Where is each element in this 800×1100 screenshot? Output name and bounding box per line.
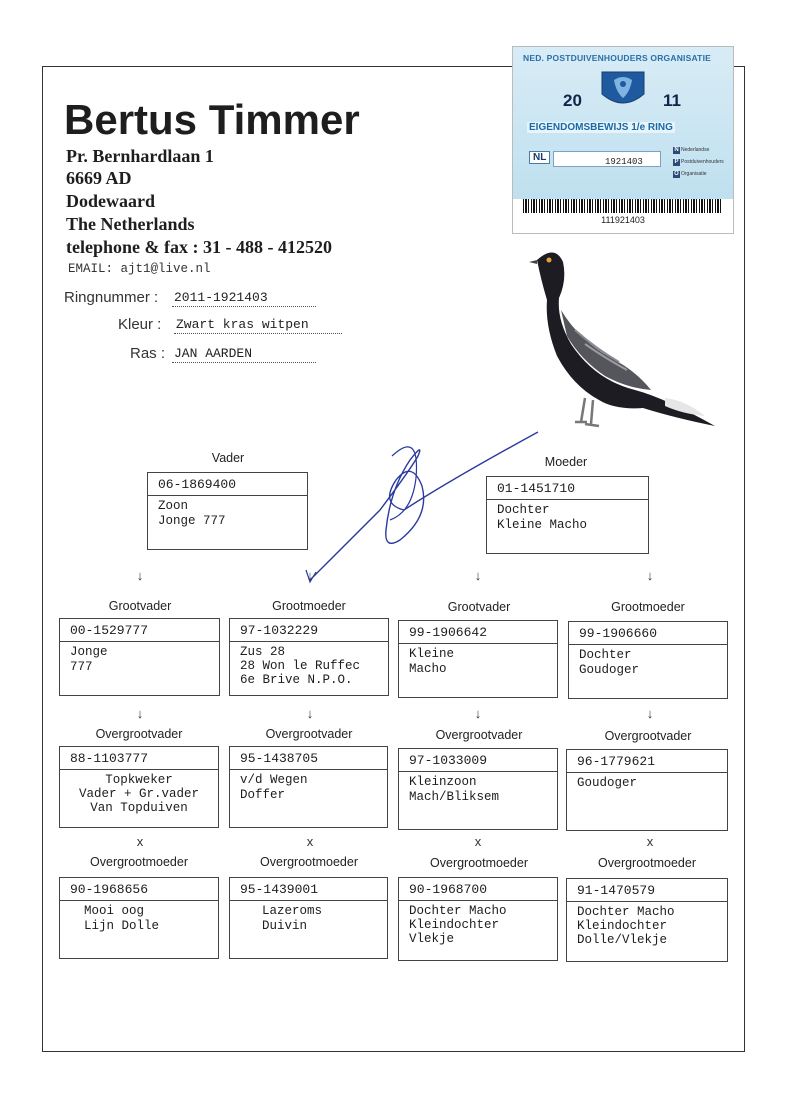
- cross-mark: x: [136, 834, 144, 849]
- great-grandfather-ring-4: 96-1779621: [567, 750, 727, 773]
- great-grandfather-ring-1: 88-1103777: [60, 747, 218, 770]
- address-phone: telephone & fax : 31 - 488 - 412520: [66, 237, 332, 257]
- mother-box: [486, 476, 649, 554]
- great-grandmother-label-4: Overgrootmoeder: [598, 856, 696, 870]
- great-grandmother-label-2: Overgrootmoeder: [260, 855, 358, 869]
- owner-name: Bertus Timmer: [64, 96, 360, 143]
- arrow-down-icon: ↓: [306, 568, 314, 583]
- grandparent-label-1: Grootvader: [108, 599, 172, 613]
- address-postcode: 6669 AD: [66, 168, 132, 188]
- grandparent-box-1: [59, 618, 220, 696]
- father-ring: 06-1869400: [148, 473, 307, 496]
- great-grandmother-box-2: [229, 877, 388, 959]
- arrow-down-icon: ↓: [474, 706, 482, 721]
- grandparent-label-2: Grootmoeder: [272, 599, 346, 613]
- grandparent-ring-3: 99-1906642: [399, 621, 557, 644]
- grandparent-desc-3: Kleine Macho: [409, 647, 455, 676]
- certificate-barcode: [523, 199, 723, 213]
- arrow-down-icon: ↓: [136, 568, 144, 583]
- great-grandmother-box-1: [59, 877, 219, 959]
- great-grandfather-label-2: Overgrootvader: [265, 727, 353, 741]
- grandparent-box-3: [398, 620, 558, 698]
- great-grandmother-box-4: [566, 878, 728, 962]
- cross-mark: x: [646, 834, 654, 849]
- grandparent-box-4: [568, 621, 728, 699]
- great-grandmother-ring-2: 95-1439001: [230, 878, 387, 901]
- mother-label: Moeder: [544, 455, 588, 469]
- great-grandfather-desc-2: v/d Wegen Doffer: [240, 773, 308, 802]
- certificate-year-left: 20: [563, 91, 582, 110]
- address-city: Dodewaard: [66, 191, 155, 211]
- ring-label: Ringnummer :: [64, 289, 159, 306]
- arrow-down-icon: ↓: [306, 706, 314, 721]
- breed-value: JAN AARDEN: [172, 346, 316, 363]
- arrow-down-icon: ↓: [646, 706, 654, 721]
- grandparent-box-2: [229, 618, 389, 696]
- cross-mark: x: [306, 834, 314, 849]
- great-grandmother-ring-4: 91-1470579: [567, 879, 727, 902]
- grandparent-desc-1: Jonge 777: [70, 645, 108, 674]
- certificate-year-right: 11: [663, 91, 681, 110]
- grandparent-desc-4: Dochter Goudoger: [579, 648, 640, 677]
- great-grandfather-box-4: [566, 749, 728, 831]
- great-grandfather-label-4: Overgrootvader: [604, 729, 692, 743]
- color-value: Zwart kras witpen: [174, 317, 342, 334]
- great-grandfather-label-3: Overgrootvader: [435, 728, 523, 742]
- father-description: Zoon Jonge 777: [158, 499, 226, 528]
- certificate-number: 1921403: [605, 157, 643, 167]
- great-grandmother-desc-1: Mooi oog Lijn Dolle: [84, 904, 160, 933]
- grandparent-label-3: Grootvader: [447, 600, 511, 614]
- great-grandmother-desc-3: Dochter Macho Kleindochter Vlekje: [409, 904, 507, 946]
- address-street: Pr. Bernhardlaan 1: [66, 146, 214, 166]
- email: EMAIL: ajt1@live.nl: [68, 262, 211, 276]
- great-grandmother-label-1: Overgrootmoeder: [90, 855, 188, 869]
- npo-line-3: Organisatie: [681, 171, 707, 177]
- great-grandfather-box-1: [59, 746, 219, 828]
- father-box: [147, 472, 308, 550]
- mother-ring: 01-1451710: [487, 477, 648, 500]
- certificate-country: NL: [529, 151, 550, 164]
- pigeon-illustration: [515, 240, 720, 440]
- npo-line-1: Nederlandse: [681, 147, 710, 153]
- great-grandmother-box-3: [398, 877, 558, 961]
- great-grandmother-label-3: Overgrootmoeder: [430, 856, 528, 870]
- grandparent-ring-2: 97-1032229: [230, 619, 388, 642]
- certificate-title: EIGENDOMSBEWIJS 1/e RING: [529, 122, 673, 133]
- great-grandfather-box-2: [229, 746, 388, 828]
- breed-label: Ras :: [130, 345, 166, 362]
- npo-line-2: Postduivenhouders: [681, 159, 724, 165]
- arrow-down-icon: ↓: [136, 706, 144, 721]
- great-grandfather-desc-3: Kleinzoon Mach/Bliksem: [409, 775, 500, 804]
- certificate-barcode-number: 111921403: [601, 215, 645, 225]
- great-grandfather-desc-4: Goudoger: [577, 776, 638, 790]
- grandparent-ring-1: 00-1529777: [60, 619, 219, 642]
- father-label: Vader: [211, 451, 245, 465]
- cross-mark: x: [474, 834, 482, 849]
- great-grandmother-ring-3: 90-1968700: [399, 878, 557, 901]
- certificate-org: NED. POSTDUIVENHOUDERS ORGANISATIE: [523, 53, 711, 63]
- great-grandfather-ring-2: 95-1438705: [230, 747, 387, 770]
- great-grandmother-ring-1: 90-1968656: [60, 878, 218, 901]
- mother-description: Dochter Kleine Macho: [497, 503, 588, 532]
- ring-value: 2011-1921403: [172, 290, 316, 307]
- great-grandmother-desc-4: Dochter Macho Kleindochter Dolle/Vlekje: [577, 905, 675, 947]
- great-grandfather-ring-3: 97-1033009: [399, 749, 557, 772]
- grandparent-ring-4: 99-1906660: [569, 622, 727, 645]
- arrow-down-icon: ↓: [646, 568, 654, 583]
- great-grandmother-desc-2: Lazeroms Duivin: [262, 904, 323, 933]
- grandparent-label-4: Grootmoeder: [611, 600, 685, 614]
- grandparent-desc-2: Zus 28 28 Won le Ruffec 6e Brive N.P.O.: [240, 645, 361, 687]
- address-country: The Netherlands: [66, 214, 195, 234]
- great-grandfather-desc-1: Topkweker Vader + Gr.vader Van Topduiven: [78, 773, 200, 815]
- lion-emblem-icon: [596, 64, 650, 114]
- color-label: Kleur :: [118, 316, 162, 333]
- ownership-certificate: NED. POSTDUIVENHOUDERS ORGANISATIE 20 11 EIGENDOMSBEWIJS 1/e RING NL 1921403 N Nederlandse P Postduivenhouders O Organisatie 111921403: [512, 46, 734, 234]
- arrow-down-icon: ↓: [474, 568, 482, 583]
- great-grandfather-label-1: Overgrootvader: [95, 727, 183, 741]
- great-grandfather-box-3: [398, 748, 558, 830]
